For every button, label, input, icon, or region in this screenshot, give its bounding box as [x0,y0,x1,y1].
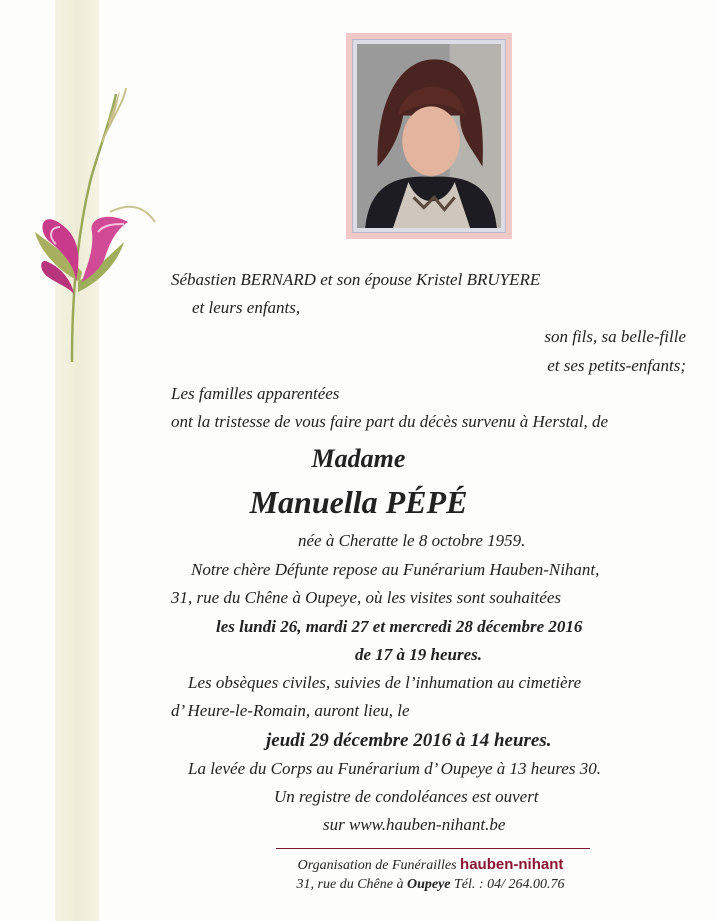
footer-address [72,876,717,894]
brand-logo: hauben-nihant [460,856,564,873]
obsequies-line-1: Les obsèques civiles, suivies de l’inhumation au cimetière [188,673,582,692]
funeral-date: jeudi 29 décembre 2016 à 14 heures. [266,730,552,751]
levee-info: La levée du Corps au Funérarium d’ Oupeye à 13 heures 30. [188,759,601,778]
rest-line-2: 31, rue du Chêne à Oupeye, où les visites sont souhaitées [171,588,561,607]
calla-lily-illustration [20,82,170,372]
birth-info: née à Cheratte le 8 octobre 1959. [298,531,526,550]
family-line-5: Les familles apparentées [171,384,340,403]
deceased-name: Manuella PÉPÉ [249,484,468,520]
portrait-frame [346,33,512,239]
rest-line-1: Notre chère Défunte repose au Funérarium Hauben-Nihant, [191,560,600,579]
visit-days: les lundi 26, mardi 27 et mercredi 28 décembre 2016 [216,617,583,636]
footer-phone: Tél. : 04/ 264.00.76 [454,877,565,892]
footer-address-prefix: 31, rue du Chêne à [296,877,404,892]
portrait-photo [352,39,506,233]
family-line-1: Sébastien BERNARD et son épouse Kristel BRUYERE [171,270,541,289]
footer-divider [276,848,590,849]
family-line-3: son fils, sa belle-fille [544,327,686,346]
footer-organization [72,856,717,875]
family-line-2: et leurs enfants, [192,298,301,317]
footer-org-prefix: Organisation de Funérailles [297,858,457,873]
registry-line-1: Un registre de condoléances est ouvert [274,787,539,806]
family-line-4: et ses petits-enfants; [547,356,686,375]
obsequies-line-2: d’ Heure-le-Romain, auront lieu, le [171,701,410,720]
registry-link[interactable]: sur www.hauben-nihant.be [323,815,506,834]
footer-town: Oupeye [406,877,451,892]
visit-hours: de 17 à 19 heures. [355,645,483,664]
family-line-6: ont la tristesse de vous faire part du décès survenu à Herstal, de [171,412,609,431]
honorific: Madame [311,444,406,473]
